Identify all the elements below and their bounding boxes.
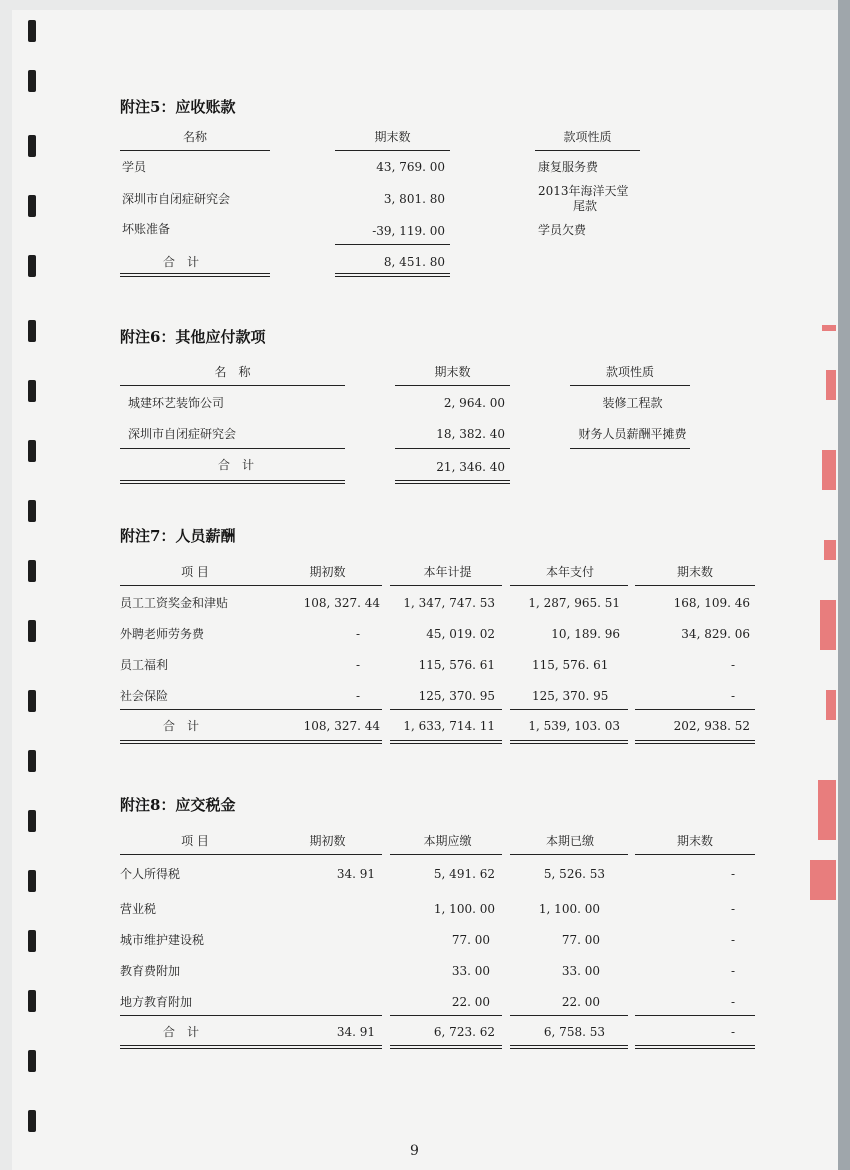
note5-row3-name: 坏账准备 (122, 222, 171, 236)
note5-row2-nature-line2: 尾款 (573, 199, 598, 213)
note8-row1-paid: 5, 526. 53 (543, 867, 605, 881)
note8-row2-item: 营业税 (120, 902, 157, 916)
note7-title: 附注7：人员薪酬 (120, 527, 236, 545)
note8-header-item: 项 目 (181, 834, 209, 848)
note5-total-label: 合 计 (163, 255, 200, 269)
note7-total-accrued: 1, 633, 714. 11 (403, 719, 495, 733)
note8-row5-due: 22. 00 (451, 995, 490, 1009)
note5-row1-amount: 43, 769. 00 (376, 160, 445, 174)
note7-row3-accrued: 115, 576. 61 (418, 658, 495, 672)
page-edge-shadow (838, 0, 850, 1170)
note7-header-closing: 期末数 (676, 565, 713, 579)
note8-header-opening: 期初数 (309, 834, 346, 848)
note7-row2-accrued: 45, 019. 02 (426, 627, 495, 641)
note7-row4-accrued: 125, 370. 95 (418, 689, 495, 703)
note6-row2-amount: 18, 382. 40 (436, 427, 505, 441)
note8-row1-closing: - (730, 867, 735, 881)
note5-row1-nature: 康复服务费 (538, 160, 599, 174)
note7-row3-closing: - (730, 658, 735, 672)
note8-total-opening: 34. 91 (336, 1025, 375, 1039)
note8-row4-due: 33. 00 (451, 964, 490, 978)
note7-row4-item: 社会保险 (120, 689, 169, 703)
note8-row1-opening: 34. 91 (336, 867, 375, 881)
note8-row2-closing: - (730, 902, 735, 916)
note6-row1-name: 城建环艺装饰公司 (128, 396, 225, 410)
note5-row3-amount: -39, 119. 00 (372, 224, 445, 238)
note7-row1-paid: 1, 287, 965. 51 (528, 596, 620, 610)
note8-row1-due: 5, 491. 62 (433, 867, 495, 881)
page-number: 9 (410, 1143, 419, 1159)
note6-header-amount: 期末数 (434, 365, 471, 379)
note8-total-paid: 6, 758. 53 (543, 1025, 605, 1039)
note7-row3-opening: - (355, 658, 360, 672)
note7-header-item: 项 目 (181, 565, 209, 579)
note8-total-closing: - (730, 1025, 735, 1039)
note7-row4-opening: - (355, 689, 360, 703)
note7-total-opening: 108, 327. 44 (303, 719, 380, 733)
note7-header-accrued: 本年计提 (423, 565, 472, 579)
note5-header-name: 名称 (182, 130, 207, 144)
note7-total-paid: 1, 539, 103. 03 (528, 719, 620, 733)
note7-total-label: 合 计 (163, 719, 200, 733)
note8-title: 附注8：应交税金 (120, 796, 236, 814)
note7-row3-item: 员工福利 (120, 658, 169, 672)
note8-total-due: 6, 723. 62 (433, 1025, 495, 1039)
note6-header-name: 名 称 (214, 365, 251, 379)
note6-header-nature: 款项性质 (605, 365, 654, 379)
note7-row1-closing: 168, 109. 46 (673, 596, 750, 610)
note7-row1-opening: 108, 327. 44 (303, 596, 380, 610)
note8-row3-item: 城市维护建设税 (120, 933, 205, 947)
note6-row1-amount: 2, 964. 00 (443, 396, 505, 410)
note8-row3-paid: 77. 00 (561, 933, 600, 947)
note6-row2-name: 深圳市自闭症研究会 (128, 427, 237, 441)
note7-row2-paid: 10, 189. 96 (551, 627, 620, 641)
note8-header-closing: 期末数 (676, 834, 713, 848)
note7-row2-item: 外聘老师劳务费 (120, 627, 205, 641)
note8-row3-due: 77. 00 (451, 933, 490, 947)
note8-total-label: 合 计 (163, 1025, 200, 1039)
spiral-binding (28, 0, 38, 1170)
note5-title: 附注5：应收账款 (120, 98, 236, 116)
note6-total-label: 合 计 (218, 458, 255, 472)
note7-row1-accrued: 1, 347, 747. 53 (403, 596, 495, 610)
note7-row4-closing: - (730, 689, 735, 703)
note8-row2-due: 1, 100. 00 (433, 902, 495, 916)
note8-row5-closing: - (730, 995, 735, 1009)
note7-row1-item: 员工工资奖金和津贴 (120, 596, 229, 610)
note5-row2-amount: 3, 801. 80 (383, 192, 445, 206)
note8-row4-closing: - (730, 964, 735, 978)
note8-header-paid: 本期已缴 (545, 834, 594, 848)
note8-header-due: 本期应缴 (423, 834, 472, 848)
note8-row3-closing: - (730, 933, 735, 947)
note8-row1-item: 个人所得税 (120, 867, 181, 881)
note5-header-nature: 款项性质 (563, 130, 612, 144)
note5-total-amount: 8, 451. 80 (383, 255, 445, 269)
note6-title: 附注6：其他应付款项 (120, 328, 266, 346)
note8-row5-paid: 22. 00 (561, 995, 600, 1009)
note7-row3-paid: 115, 576. 61 (532, 658, 609, 672)
note7-row2-closing: 34, 829. 06 (681, 627, 750, 641)
note5-row3-nature: 学员欠费 (538, 223, 587, 237)
note8-row4-item: 教育费附加 (120, 964, 181, 978)
note5-row2-name: 深圳市自闭症研究会 (122, 192, 231, 206)
note7-row2-opening: - (355, 627, 360, 641)
note6-row1-nature: 装修工程款 (602, 396, 663, 410)
note8-row5-item: 地方教育附加 (120, 995, 193, 1009)
note7-header-opening: 期初数 (309, 565, 346, 579)
note8-row4-paid: 33. 00 (561, 964, 600, 978)
note8-row2-paid: 1, 100. 00 (538, 902, 600, 916)
note5-row2-nature-line1: 2013年海洋天堂 (538, 184, 629, 198)
note5-header-amount: 期末数 (374, 130, 411, 144)
note7-row4-paid: 125, 370. 95 (532, 689, 609, 703)
note6-row2-nature: 财务人员薪酬平摊费 (578, 427, 687, 441)
note7-header-paid: 本年支付 (545, 565, 594, 579)
note5-row1-name: 学员 (122, 160, 147, 174)
note7-total-closing: 202, 938. 52 (673, 719, 750, 733)
note6-total-amount: 21, 346. 40 (436, 460, 505, 474)
